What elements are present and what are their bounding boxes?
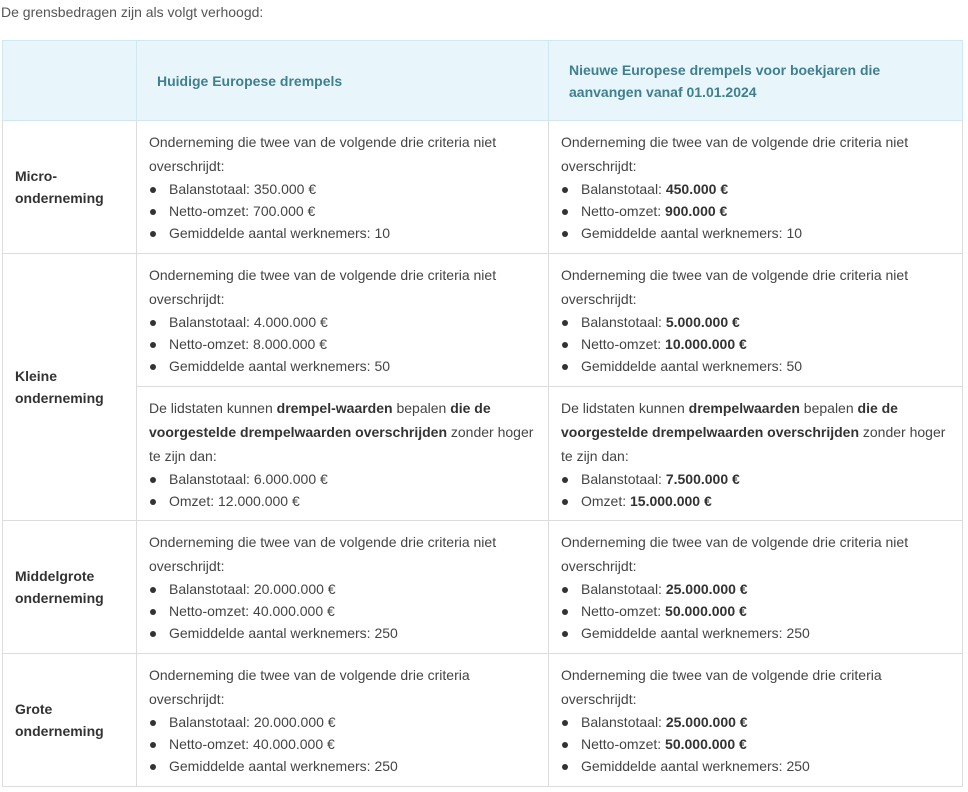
large-current-cell [137, 654, 549, 787]
member-states-text: De lidstaten kunnen drempelwaarden bepalen die de voorgestelde drempelwaarden overschrijden zonder hoger te zijn dan: [561, 400, 946, 464]
list-item: Balanstotaal: 4.000.000 € [149, 311, 536, 333]
list-item: Omzet: 12.000.000 € [149, 490, 536, 512]
criteria-lead: Onderneming die twee van de volgende drie criteria overschrijdt: [561, 667, 882, 707]
row-label-large: Grote onderneming [3, 654, 137, 787]
list-item: Netto-omzet: 40.000.000 € [149, 733, 536, 755]
criteria-lead: Onderneming die twee van de volgende drie criteria niet overschrijdt: [561, 534, 909, 574]
intro-text: De grensbedragen zijn als volgt verhoogd: [1, 4, 264, 20]
list-item: Netto-omzet: 50.000.000 € [561, 733, 950, 755]
list-item: Gemiddelde aantal werknemers: 50 [561, 355, 950, 377]
micro-current-cell [137, 121, 549, 254]
criteria-lead: Onderneming die twee van de volgende drie criteria niet overschrijdt: [149, 534, 497, 574]
list-item: Gemiddelde aantal werknemers: 250 [561, 622, 950, 644]
list-item: Balanstotaal: 20.000.000 € [149, 711, 536, 733]
row-label-medium: Middelgrote onderneming [3, 521, 137, 654]
criteria-list [149, 578, 536, 644]
criteria-lead: Onderneming die twee van de volgende drie criteria niet overschrijdt: [149, 267, 497, 307]
criteria-list [561, 468, 950, 512]
list-item: Balanstotaal: 5.000.000 € [561, 311, 950, 333]
table-row [3, 121, 963, 254]
list-item: Netto-omzet: 50.000.000 € [561, 600, 950, 622]
list-item: Gemiddelde aantal werknemers: 10 [561, 222, 950, 244]
criteria-lead: Onderneming die twee van de volgende drie criteria overschrijdt: [149, 667, 470, 707]
thresholds-table [2, 40, 963, 787]
large-new-cell [549, 654, 963, 787]
medium-new-cell [549, 521, 963, 654]
list-item: Netto-omzet: 900.000 € [561, 200, 950, 222]
criteria-list [561, 711, 950, 777]
criteria-list [149, 468, 536, 512]
small-member-states-current-cell [137, 387, 549, 521]
list-item: Balanstotaal: 6.000.000 € [149, 468, 536, 490]
list-item: Netto-omzet: 700.000 € [149, 200, 536, 222]
list-item: Omzet: 15.000.000 € [561, 490, 950, 512]
table-row [3, 254, 963, 387]
medium-current-cell [137, 521, 549, 654]
row-label-micro: Micro- onderneming [3, 121, 137, 254]
list-item: Gemiddelde aantal werknemers: 10 [149, 222, 536, 244]
list-item: Gemiddelde aantal werknemers: 250 [149, 755, 536, 777]
header-empty-cell [3, 41, 137, 121]
criteria-lead: Onderneming die twee van de volgende drie criteria niet overschrijdt: [561, 267, 909, 307]
list-item: Balanstotaal: 7.500.000 € [561, 468, 950, 490]
criteria-lead: Onderneming die twee van de volgende drie criteria niet overschrijdt: [149, 134, 497, 174]
list-item: Balanstotaal: 450.000 € [561, 178, 950, 200]
criteria-lead: Onderneming die twee van de volgende drie criteria niet overschrijdt: [561, 134, 909, 174]
list-item: Gemiddelde aantal werknemers: 250 [149, 622, 536, 644]
criteria-list [561, 178, 950, 244]
table-row [3, 387, 963, 521]
list-item: Netto-omzet: 8.000.000 € [149, 333, 536, 355]
member-states-text: De lidstaten kunnen drempel-waarden bepalen die de voorgestelde drempelwaarden overschrijden zonder hoger te zijn dan: [149, 400, 534, 464]
small-current-cell [137, 254, 549, 387]
table-row [3, 654, 963, 787]
list-item: Gemiddelde aantal werknemers: 250 [561, 755, 950, 777]
criteria-list [149, 178, 536, 244]
table-header-row [3, 41, 963, 121]
list-item: Gemiddelde aantal werknemers: 50 [149, 355, 536, 377]
list-item: Balanstotaal: 25.000.000 € [561, 711, 950, 733]
list-item: Balanstotaal: 20.000.000 € [149, 578, 536, 600]
criteria-list [149, 711, 536, 777]
list-item: Netto-omzet: 10.000.000 € [561, 333, 950, 355]
list-item: Balanstotaal: 25.000.000 € [561, 578, 950, 600]
table-row [3, 521, 963, 654]
list-item: Balanstotaal: 350.000 € [149, 178, 536, 200]
criteria-list [561, 578, 950, 644]
list-item: Netto-omzet: 40.000.000 € [149, 600, 536, 622]
criteria-list [561, 311, 950, 377]
row-label-small: Kleine onderneming [3, 254, 137, 521]
small-new-cell [549, 254, 963, 387]
header-current-thresholds: Huidige Europese drempels [137, 41, 549, 121]
criteria-list [149, 311, 536, 377]
header-new-thresholds: Nieuwe Europese drempels voor boekjaren die aanvangen vanaf 01.01.2024 [549, 41, 963, 121]
micro-new-cell [549, 121, 963, 254]
small-member-states-new-cell [549, 387, 963, 521]
